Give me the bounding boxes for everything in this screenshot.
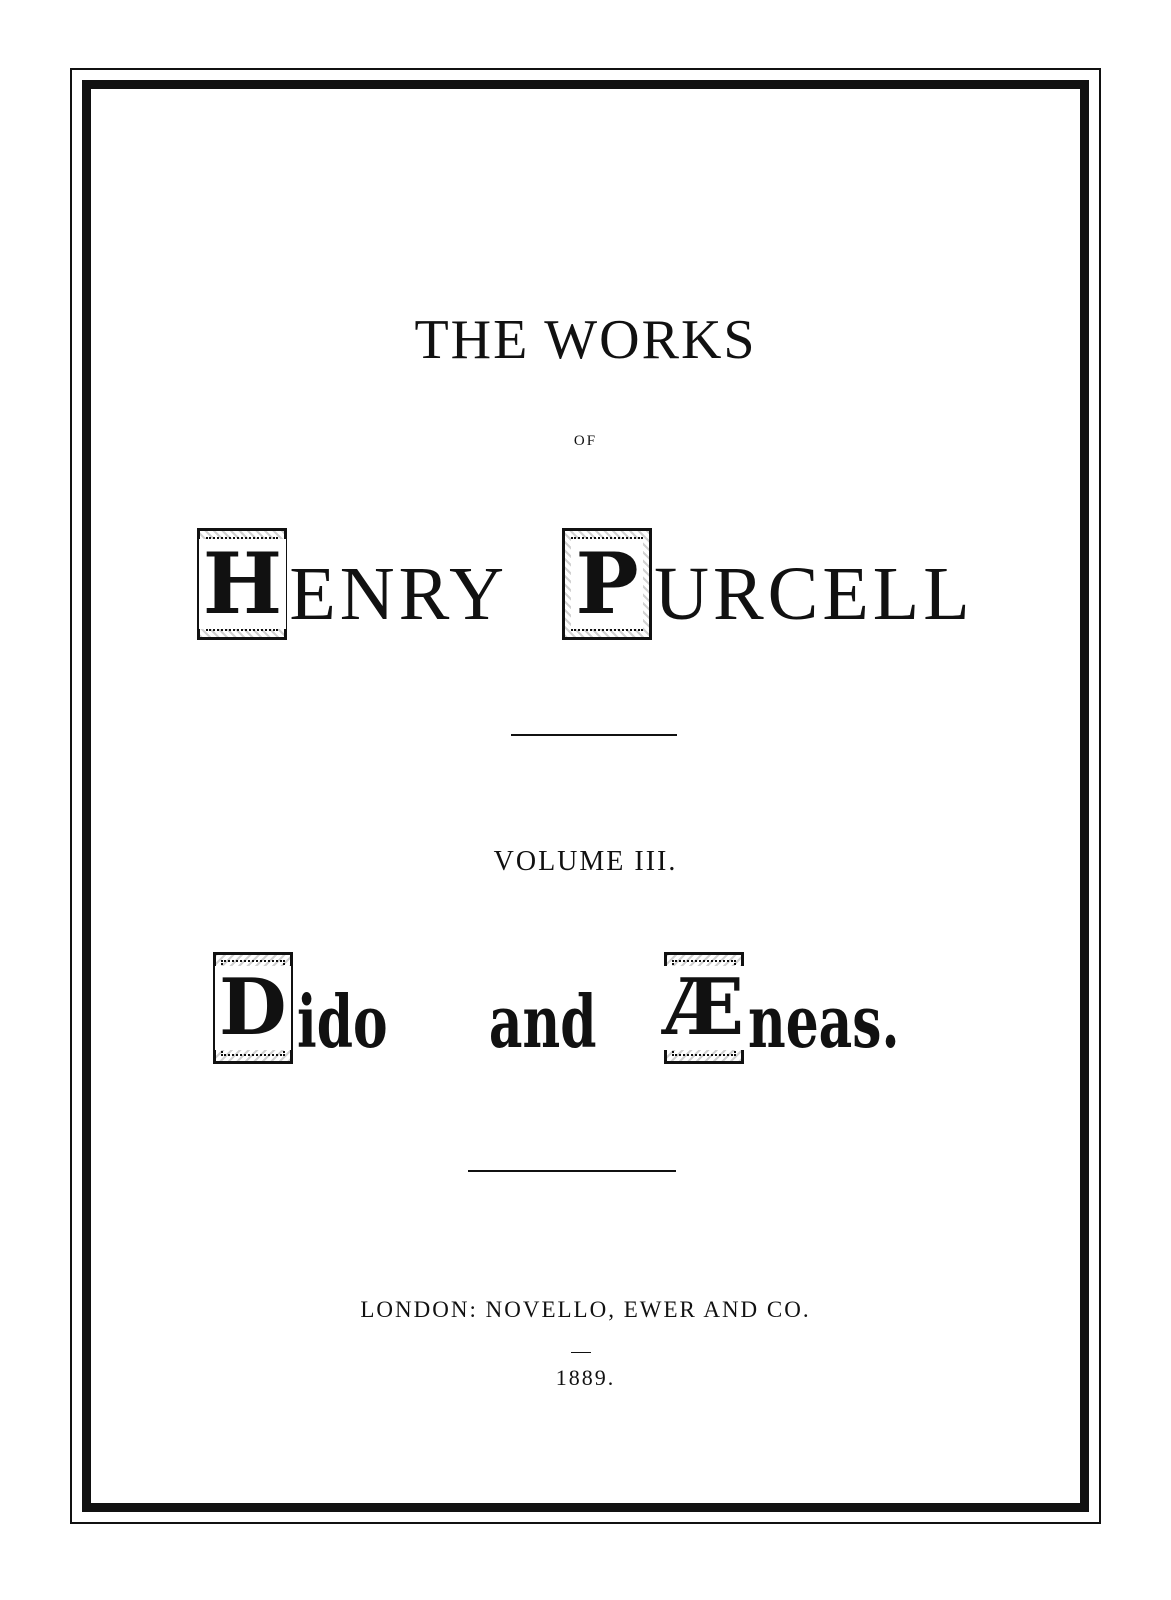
volume-label: VOLUME III. (493, 846, 678, 877)
initial-letter: H (199, 539, 286, 629)
blackletter-text: neas. (747, 979, 900, 1064)
publication-year: 1889. (555, 1365, 616, 1390)
composer-name (0, 510, 1171, 640)
first-name-rest: ENRY (289, 552, 509, 636)
ornamental-initial-ae (664, 952, 744, 1064)
divider-rule (511, 734, 677, 736)
short-divider-rule (571, 1352, 591, 1353)
title-the-works: THE WORKS (414, 309, 757, 371)
blackletter-text: ido (296, 979, 388, 1064)
initial-letter: Æ (659, 966, 748, 1050)
blackletter-text: and (489, 979, 597, 1064)
work-title (0, 944, 1171, 1064)
publisher-imprint: LONDON: NOVELLO, EWER AND CO. (360, 1297, 811, 1322)
divider-rule (468, 1170, 676, 1172)
composer-last-name (562, 528, 974, 640)
ornamental-initial-h (197, 528, 287, 640)
last-name-rest: URCELL (654, 552, 974, 636)
work-title-word-and (468, 979, 617, 1064)
ornamental-initial-d (213, 952, 293, 1064)
work-title-word-dido (213, 952, 423, 1064)
work-title-word-aeneas (664, 952, 958, 1064)
composer-first-name (197, 528, 508, 640)
ornamental-initial-p (562, 528, 652, 640)
initial-letter: P (571, 539, 642, 629)
initial-letter: D (215, 966, 291, 1050)
title-of: OF (573, 433, 598, 449)
